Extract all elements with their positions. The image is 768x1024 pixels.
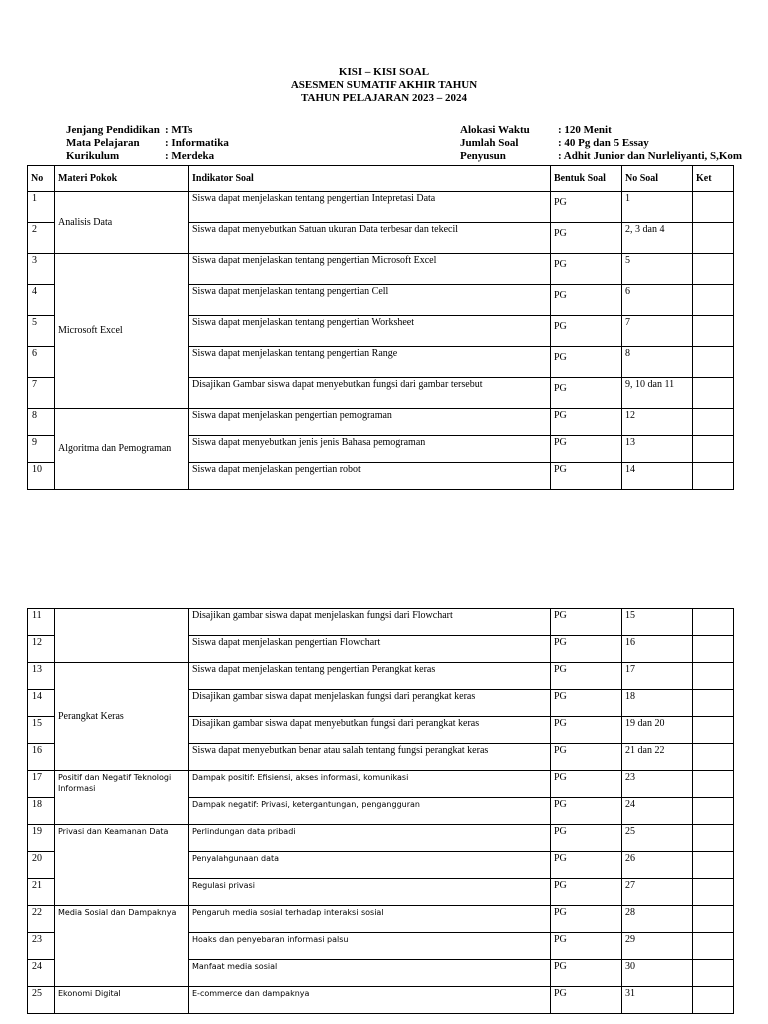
- row-no: 19: [28, 825, 55, 852]
- bentuk-cell: PG: [551, 636, 622, 663]
- indikator-cell: Siswa dapat menjelaskan pengertian pemograman: [189, 409, 551, 436]
- ket-cell: [693, 744, 734, 771]
- bentuk-cell: PG: [551, 436, 622, 463]
- meta-value-mapel: : Informatika: [165, 137, 229, 149]
- col-header-materi: Materi Pokok: [55, 166, 189, 192]
- indikator-cell: Hoaks dan penyebaran informasi palsu: [189, 933, 551, 960]
- kisi-table-page1: [27, 165, 734, 490]
- bentuk-cell: PG: [551, 347, 622, 378]
- ket-cell: [693, 960, 734, 987]
- indikator-cell: Siswa dapat menjelaskan tentang pengertian Worksheet: [189, 316, 551, 347]
- ket-cell: [693, 987, 734, 1014]
- indikator-cell: Disajikan gambar siswa dapat menjelaskan fungsi dari perangkat keras: [189, 690, 551, 717]
- bentuk-cell: PG: [551, 852, 622, 879]
- indikator-cell: Siswa dapat menyebutkan benar atau salah tentang fungsi perangkat keras: [189, 744, 551, 771]
- indikator-cell: Siswa dapat menyebutkan jenis jenis Bahasa pemograman: [189, 436, 551, 463]
- indikator-cell: Manfaat media sosial: [189, 960, 551, 987]
- ket-cell: [693, 347, 734, 378]
- row-no: 2: [28, 223, 55, 254]
- materi-cell: Ekonomi Digital: [55, 987, 189, 1014]
- bentuk-cell: PG: [551, 717, 622, 744]
- indikator-cell: Siswa dapat menjelaskan pengertian robot: [189, 463, 551, 490]
- nosoal-cell: 28: [622, 906, 693, 933]
- meta-value-kurikulum: : Merdeka: [165, 150, 215, 162]
- table-row: [28, 906, 734, 933]
- ket-cell: [693, 223, 734, 254]
- bentuk-cell: PG: [551, 192, 622, 223]
- bentuk-cell: PG: [551, 879, 622, 906]
- col-header-indikator: Indikator Soal: [189, 166, 551, 192]
- table-row: [28, 987, 734, 1014]
- nosoal-cell: 14: [622, 463, 693, 490]
- nosoal-cell: 16: [622, 636, 693, 663]
- nosoal-cell: 18: [622, 690, 693, 717]
- bentuk-cell: PG: [551, 463, 622, 490]
- bentuk-cell: PG: [551, 825, 622, 852]
- bentuk-cell: PG: [551, 987, 622, 1014]
- ket-cell: [693, 378, 734, 409]
- col-header-bentuk: Bentuk Soal: [551, 166, 622, 192]
- ket-cell: [693, 192, 734, 223]
- table-row: [28, 254, 734, 285]
- row-no: 10: [28, 463, 55, 490]
- bentuk-cell: PG: [551, 316, 622, 347]
- meta-label-kurikulum: Kurikulum: [66, 150, 120, 162]
- indikator-cell: Disajikan gambar siswa dapat menjelaskan fungsi dari Flowchart: [189, 609, 551, 636]
- doc-subtitle: ASESMEN SUMATIF AKHIR TAHUN: [290, 79, 478, 91]
- indikator-cell: Disajikan gambar siswa dapat menyebutkan fungsi dari perangkat keras: [189, 717, 551, 744]
- nosoal-cell: 24: [622, 798, 693, 825]
- meta-value-penyusun: : Adhit Junior dan Nurleliyanti, S,Kom: [558, 150, 743, 162]
- ket-cell: [693, 906, 734, 933]
- indikator-cell: Penyalahgunaan data: [189, 852, 551, 879]
- indikator-cell: Siswa dapat menjelaskan tentang pengertian Cell: [189, 285, 551, 316]
- nosoal-cell: 17: [622, 663, 693, 690]
- nosoal-cell: 25: [622, 825, 693, 852]
- materi-cell: [55, 609, 189, 663]
- table-row: [28, 771, 734, 798]
- row-no: 11: [28, 609, 55, 636]
- row-no: 24: [28, 960, 55, 987]
- row-no: 3: [28, 254, 55, 285]
- nosoal-cell: 15: [622, 609, 693, 636]
- meta-label-mapel: Mata Pelajaran: [66, 137, 140, 149]
- materi-cell: Analisis Data: [55, 192, 189, 254]
- ket-cell: [693, 771, 734, 798]
- materi-cell: Perangkat Keras: [55, 663, 189, 771]
- materi-cell: Privasi dan Keamanan Data: [55, 825, 189, 906]
- row-no: 18: [28, 798, 55, 825]
- nosoal-cell: 8: [622, 347, 693, 378]
- ket-cell: [693, 636, 734, 663]
- row-no: 22: [28, 906, 55, 933]
- nosoal-cell: 23: [622, 771, 693, 798]
- row-no: 1: [28, 192, 55, 223]
- doc-year: TAHUN PELAJARAN 2023 – 2024: [300, 92, 468, 104]
- col-header-no: No: [28, 166, 55, 192]
- nosoal-cell: 13: [622, 436, 693, 463]
- indikator-cell: Regulasi privasi: [189, 879, 551, 906]
- materi-cell: Algoritma dan Pemograman: [55, 409, 189, 490]
- bentuk-cell: PG: [551, 744, 622, 771]
- meta-value-alokasi: : 120 Menit: [558, 124, 612, 136]
- bentuk-cell: PG: [551, 409, 622, 436]
- ket-cell: [693, 852, 734, 879]
- ket-cell: [693, 825, 734, 852]
- nosoal-cell: 21 dan 22: [622, 744, 693, 771]
- col-header-nosoal: No Soal: [622, 166, 693, 192]
- row-no: 25: [28, 987, 55, 1014]
- kisi-table-page2: [27, 608, 734, 1014]
- bentuk-cell: PG: [551, 798, 622, 825]
- meta-value-jenjang: : MTs: [165, 124, 193, 136]
- row-no: 6: [28, 347, 55, 378]
- nosoal-cell: 7: [622, 316, 693, 347]
- row-no: 9: [28, 436, 55, 463]
- bentuk-cell: PG: [551, 378, 622, 409]
- indikator-cell: Siswa dapat menjelaskan tentang pengertian Microsoft Excel: [189, 254, 551, 285]
- table-row: [28, 825, 734, 852]
- bentuk-cell: PG: [551, 933, 622, 960]
- nosoal-cell: 29: [622, 933, 693, 960]
- ket-cell: [693, 254, 734, 285]
- row-no: 14: [28, 690, 55, 717]
- row-no: 5: [28, 316, 55, 347]
- indikator-cell: Dampak positif: Efisiensi, akses informasi, komunikasi: [189, 771, 551, 798]
- indikator-cell: Disajikan Gambar siswa dapat menyebutkan fungsi dari gambar tersebut: [189, 378, 551, 409]
- bentuk-cell: PG: [551, 960, 622, 987]
- indikator-cell: E-commerce dan dampaknya: [189, 987, 551, 1014]
- ket-cell: [693, 463, 734, 490]
- materi-cell: Media Sosial dan Dampaknya: [55, 906, 189, 987]
- meta-label-penyusun: Penyusun: [460, 150, 506, 162]
- nosoal-cell: 19 dan 20: [622, 717, 693, 744]
- row-no: 4: [28, 285, 55, 316]
- row-no: 13: [28, 663, 55, 690]
- bentuk-cell: PG: [551, 906, 622, 933]
- table-row: [28, 663, 734, 690]
- ket-cell: [693, 879, 734, 906]
- table-row: [28, 409, 734, 436]
- nosoal-cell: 6: [622, 285, 693, 316]
- bentuk-cell: PG: [551, 254, 622, 285]
- table-row: [28, 609, 734, 636]
- materi-cell: Positif dan Negatif Teknologi Informasi: [55, 771, 189, 825]
- ket-cell: [693, 609, 734, 636]
- nosoal-cell: 1: [622, 192, 693, 223]
- bentuk-cell: PG: [551, 663, 622, 690]
- row-no: 23: [28, 933, 55, 960]
- nosoal-cell: 27: [622, 879, 693, 906]
- table-row: [28, 192, 734, 223]
- indikator-cell: Siswa dapat menjelaskan tentang pengertian Intepretasi Data: [189, 192, 551, 223]
- ket-cell: [693, 717, 734, 744]
- nosoal-cell: 9, 10 dan 11: [622, 378, 693, 409]
- bentuk-cell: PG: [551, 285, 622, 316]
- meta-label-alokasi: Alokasi Waktu: [460, 124, 530, 136]
- doc-title: KISI – KISI SOAL: [338, 66, 430, 78]
- row-no: 12: [28, 636, 55, 663]
- ket-cell: [693, 663, 734, 690]
- ket-cell: [693, 933, 734, 960]
- ket-cell: [693, 316, 734, 347]
- ket-cell: [693, 436, 734, 463]
- bentuk-cell: PG: [551, 223, 622, 254]
- col-header-ket: Ket: [693, 166, 734, 192]
- ket-cell: [693, 690, 734, 717]
- meta-value-jumlah: : 40 Pg dan 5 Essay: [558, 137, 649, 149]
- row-no: 15: [28, 717, 55, 744]
- bentuk-cell: PG: [551, 609, 622, 636]
- bentuk-cell: PG: [551, 771, 622, 798]
- nosoal-cell: 5: [622, 254, 693, 285]
- ket-cell: [693, 798, 734, 825]
- indikator-cell: Siswa dapat menjelaskan pengertian Flowchart: [189, 636, 551, 663]
- row-no: 8: [28, 409, 55, 436]
- row-no: 21: [28, 879, 55, 906]
- row-no: 16: [28, 744, 55, 771]
- row-no: 17: [28, 771, 55, 798]
- indikator-cell: Pengaruh media sosial terhadap interaksi sosial: [189, 906, 551, 933]
- bentuk-cell: PG: [551, 690, 622, 717]
- nosoal-cell: 12: [622, 409, 693, 436]
- table-header-row: [28, 166, 734, 192]
- nosoal-cell: 31: [622, 987, 693, 1014]
- indikator-cell: Siswa dapat menyebutkan Satuan ukuran Data terbesar dan tekecil: [189, 223, 551, 254]
- materi-cell: Microsoft Excel: [55, 254, 189, 409]
- ket-cell: [693, 409, 734, 436]
- nosoal-cell: 2, 3 dan 4: [622, 223, 693, 254]
- indikator-cell: Siswa dapat menjelaskan tentang pengertian Perangkat keras: [189, 663, 551, 690]
- ket-cell: [693, 285, 734, 316]
- nosoal-cell: 26: [622, 852, 693, 879]
- indikator-cell: Dampak negatif: Privasi, ketergantungan, pengangguran: [189, 798, 551, 825]
- meta-label-jumlah: Jumlah Soal: [460, 137, 519, 149]
- indikator-cell: Perlindungan data pribadi: [189, 825, 551, 852]
- row-no: 7: [28, 378, 55, 409]
- indikator-cell: Siswa dapat menjelaskan tentang pengertian Range: [189, 347, 551, 378]
- row-no: 20: [28, 852, 55, 879]
- nosoal-cell: 30: [622, 960, 693, 987]
- meta-label-jenjang: Jenjang Pendidikan: [66, 124, 160, 136]
